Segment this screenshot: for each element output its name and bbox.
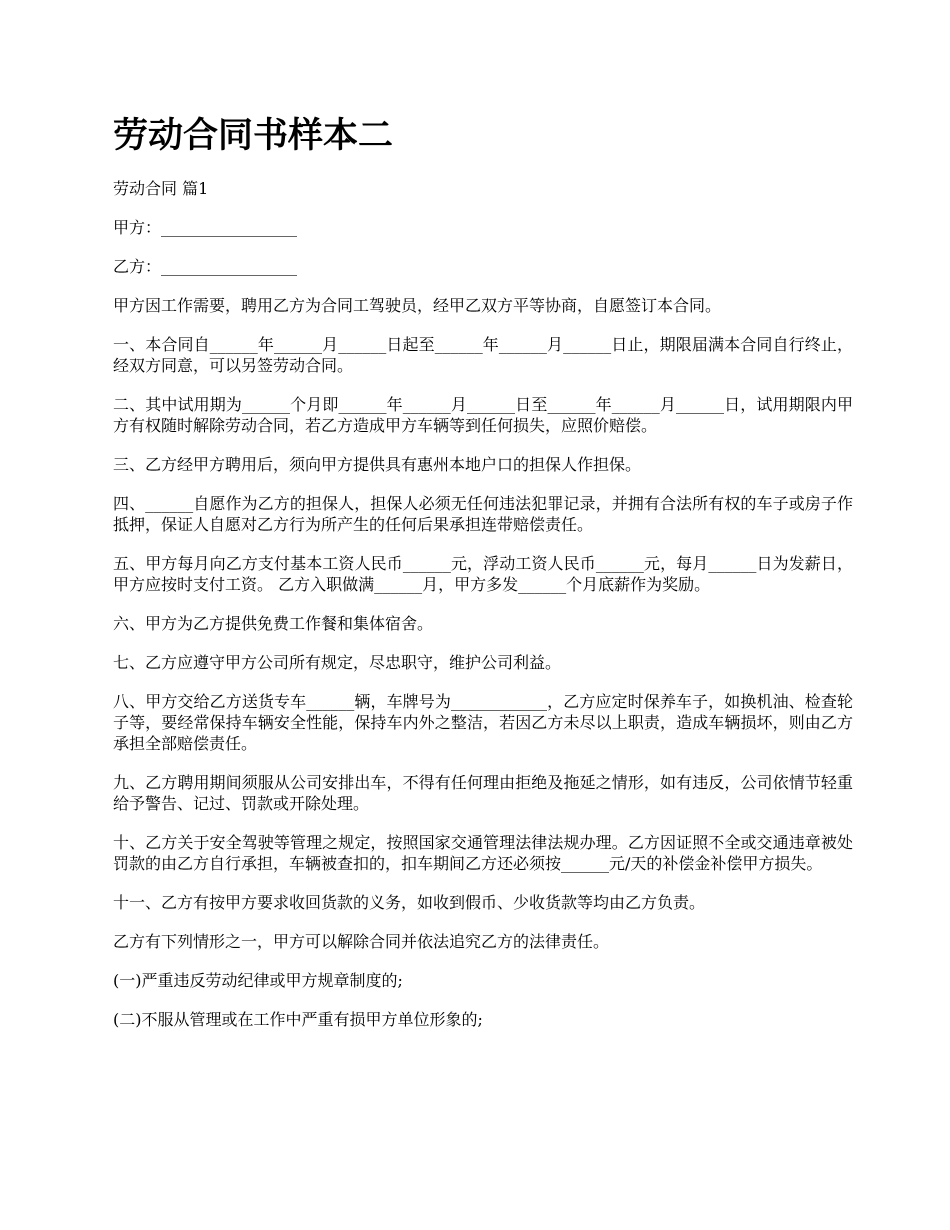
termination-item-1: (一)严重违反劳动纪律或甲方规章制度的; <box>113 971 403 990</box>
clause-10: 十、乙方关于安全驾驶等管理之规定，按照国家交通管理法律法规办理。乙方因证照不全或交通违章被处罚款的由乙方自行承担，车辆被查扣的，扣车期间乙方还必须按______元/天的补偿金补偿甲方损失。 <box>113 833 853 873</box>
clause-1: 一、本合同自______年______月______日起至______年______月______日止，期限届满本合同自行终止，经双方同意，可以另签劳动合同。 <box>113 335 853 375</box>
clause-8: 八、甲方交给乙方送货专车______辆，车牌号为____________，乙方应定时保养车子，如换机油、检查轮子等，要经常保持车辆安全性能，保持车内外之整洁，若因乙方未尽以上职责，造成车辆损坏，则由乙方承担全部赔偿责任。 <box>113 692 853 753</box>
section-heading: 劳动合同 篇1 <box>113 179 209 198</box>
document-title: 劳动合同书样本二 <box>113 116 394 156</box>
clause-3: 三、乙方经甲方聘用后，须向甲方提供具有惠州本地户口的担保人作担保。 <box>113 455 642 474</box>
clause-11: 十一、乙方有按甲方要求收回货款的义务，如收到假币、少收货款等均由乙方负责。 <box>113 893 706 912</box>
termination-item-2: (二)不服从管理或在工作中严重有损甲方单位形象的; <box>113 1010 483 1029</box>
clause-5: 五、甲方每月向乙方支付基本工资人民币______元，浮动工资人民币______元，每月______日为发薪日，甲方应按时支付工资。 乙方入职做满______月，甲方多发______个月底薪作为奖励。 <box>113 554 853 594</box>
clause-7: 七、乙方应遵守甲方公司所有规定，尽忠职守，维护公司利益。 <box>113 653 562 672</box>
clause-9: 九、乙方聘用期间须服从公司安排出车，不得有任何理由拒绝及拖延之情形，如有违反，公司依情节轻重给予警告、记过、罚款或开除处理。 <box>113 773 853 813</box>
party-b-line: 乙方：_________________ <box>113 257 298 276</box>
document-body <box>113 178 853 1048</box>
clause-4: 四、______自愿作为乙方的担保人，担保人必须无任何违法犯罪记录，并拥有合法所有权的车子或房子作抵押，保证人自愿对乙方行为所产生的任何后果承担连带赔偿责任。 <box>113 494 853 534</box>
clause-6: 六、甲方为乙方提供免费工作餐和集体宿舍。 <box>113 614 434 633</box>
intro-paragraph: 甲方因工作需要，聘用乙方为合同工驾驶员，经甲乙双方平等协商，自愿签订本合同。 <box>113 296 722 315</box>
party-a-line: 甲方：_________________ <box>113 218 298 237</box>
termination-intro: 乙方有下列情形之一，甲方可以解除合同并依法追究乙方的法律责任。 <box>113 932 610 951</box>
clause-2: 二、其中试用期为______个月即______年______月______日至______年______月______日，试用期限内甲方有权随时解除劳动合同，若乙方造成甲方车辆等到任何损失，应照价赔偿。 <box>113 395 853 435</box>
